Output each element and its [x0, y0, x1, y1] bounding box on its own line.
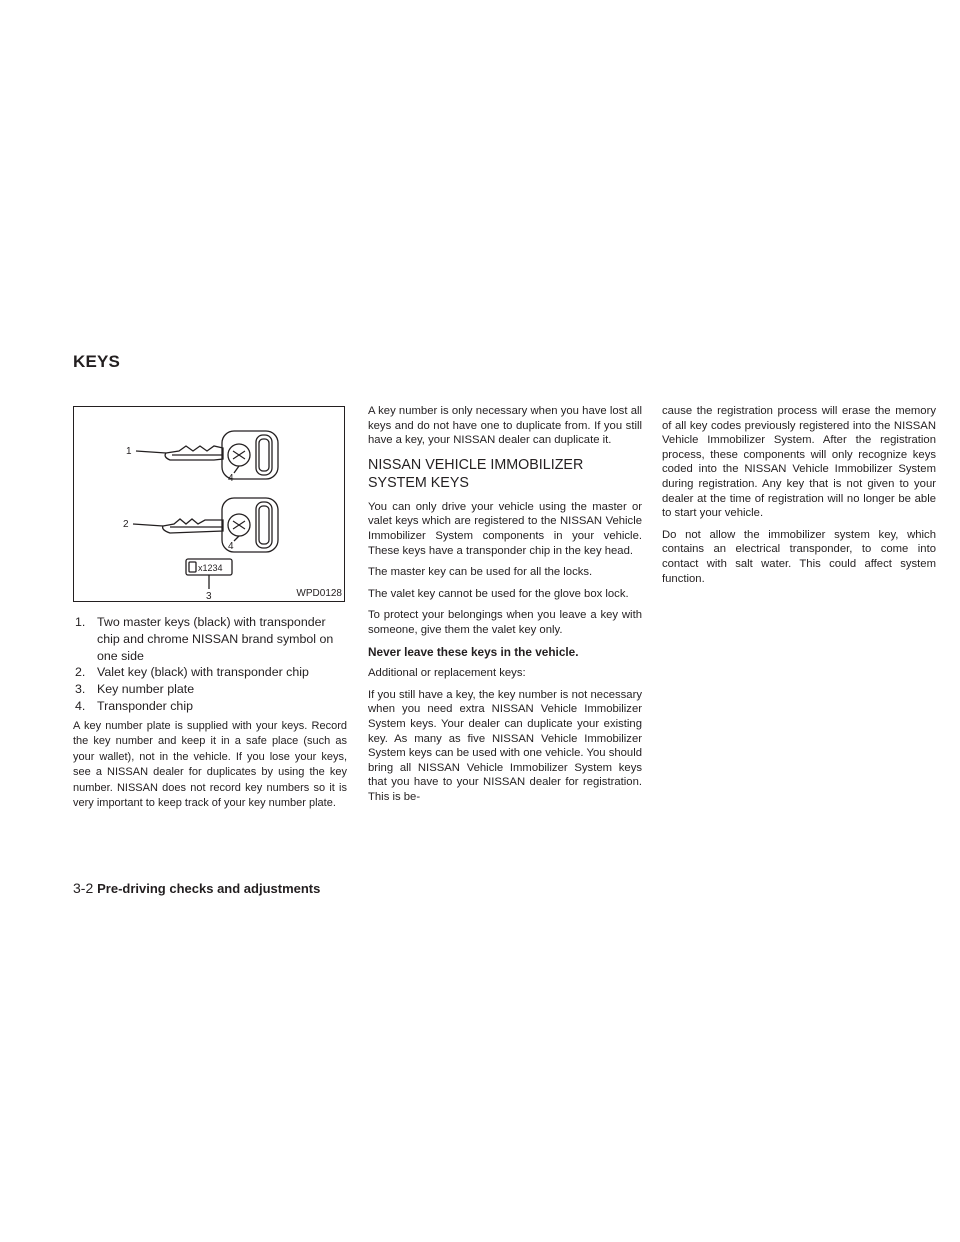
paragraph: If you still have a key, the key number is not necessary when you need extra NISSAN Vehicle Immobilizer System keys. Your dealer can duplicate your existing key. As many as five NISSAN Vehicle Immobilizer System keys can be used with one vehicle. You should bring all NISSAN Vehicle Immobilizer System keys that you have to your NISSAN dealer for registration. This is be- — [368, 688, 642, 803]
key-figure — [73, 406, 345, 602]
column-1 — [73, 406, 347, 819]
paragraph: The master key can be used for all the locks. — [368, 566, 593, 579]
paragraph: You can only drive your vehicle using the master or valet keys which are registered to the NISSAN Vehicle Immobilizer System components in your vehicle. These keys have a transponder chip in the key head. — [368, 500, 642, 557]
paragraph: cause the registration process will erase the memory of all key codes previously registered into the NISSAN Vehicle Immobilizer System. After the registration process, these components will only recognize keys coded into the NISSAN Vehicle Immobilizer System during registration. Any key that is not given to your dealer at the time of registration will no longer be able to start your vehicle. — [662, 405, 936, 520]
paragraph: To protect your belongings when you leave a key with someone, give them the valet key only. — [368, 609, 642, 636]
legend-item: 1. Two master keys (black) with transponder chip and chrome NISSAN brand symbol on one side — [75, 615, 334, 663]
legend-item: 2. Valet key (black) with transponder chip — [75, 665, 309, 680]
master-key-blade — [165, 446, 223, 460]
warning-text: Never leave these keys in the vehicle. — [368, 644, 579, 659]
section-title: KEYS — [73, 352, 121, 371]
plate-text: x1234 — [198, 563, 223, 573]
paragraph: Additional or replacement keys: — [368, 667, 526, 680]
footer-section-title: Pre-driving checks and adjustments — [97, 881, 321, 896]
key-number-plate-paragraph: A key number plate is supplied with your keys. Record the key number and keep it in a safe place (such as your wallet), not in the vehicle. If you lose your keys, see a NISSAN dealer for duplicates by using the key number. NISSAN does not record key numbers so it is very important to keep track of your key number plate. — [73, 719, 347, 810]
valet-key-blade — [163, 519, 223, 533]
key-illustration — [74, 407, 344, 601]
callout-4a: 4 — [228, 473, 234, 484]
legend-list — [73, 614, 347, 715]
legend-item: 3. Key number plate — [75, 682, 195, 697]
figure-code: WPD0128 — [296, 588, 342, 599]
callout-4b: 4 — [228, 541, 234, 552]
column-3 — [662, 404, 936, 593]
paragraph: The valet key cannot be used for the glove box lock. — [368, 587, 629, 600]
callout-2: 2 — [123, 519, 129, 530]
legend-item: 4. Transponder chip — [75, 698, 193, 713]
column-2 — [368, 404, 642, 811]
page-footer — [73, 879, 320, 898]
page-number: 3-2 — [73, 880, 94, 896]
callout-3: 3 — [206, 591, 212, 601]
key-number-intro: A key number is only necessary when you have lost all keys and do not have one to duplicate from. If you still have a key, your NISSAN dealer can duplicate it. — [368, 405, 642, 447]
callout-1: 1 — [126, 446, 132, 457]
immobilizer-subheading: NISSAN VEHICLE IMMOBILIZER SYSTEM KEYS — [368, 456, 584, 491]
paragraph: Do not allow the immobilizer system key, which contains an electrical transponder, to come into contact with salt water. This could affect system function. — [662, 528, 936, 585]
